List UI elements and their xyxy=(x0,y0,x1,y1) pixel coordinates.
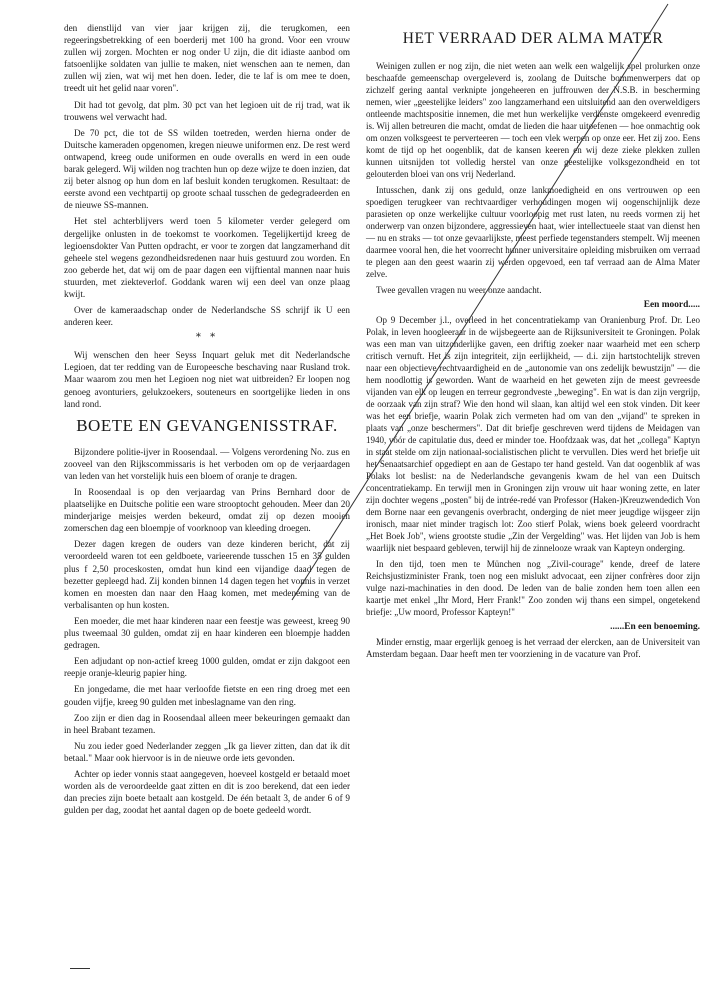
paragraph: Dezer dagen kregen de ouders van deze kinderen bericht, dat zij veroordeeld waren tot een geldboete, varieerende tusschen 15 en 35 gulden plus f 2,50 proceskosten, omdat hun kind een vijandige daad tegen de bezetter gepleegd had. Zij konden binnen 14 dagen tegen het vonnis in verzet komen en moesten dan naar den Haag komen, met medeneming van de verbalisanten op hun kosten. xyxy=(64,539,350,610)
paragraph: Minder ernstig, maar ergerlijk genoeg is het verraad der elercken, aan de Universiteit van Amsterdam begaan. Daar heeft men ter voorziening in de vacature van Prof. xyxy=(366,637,700,659)
paragraph: Over de kameraadschap onder de Nederlandsche SS schrijf ik U een anderen keer. xyxy=(64,305,350,328)
subheading: Een moord..... xyxy=(643,300,700,310)
paragraph: Dit had tot gevolg, dat plm. 30 pct van het legioen uit de rij trad, wat ik trouwens wel verwacht had. xyxy=(64,99,350,122)
paragraph: In den tijd, toen men te München nog „Zivil-courage" kende, dreef de latere Reichsjustizminister Frank, toen nog een mislukt advocaat, een zijner confrères door zijn vulge nazi-machinaties in den dood. De leden van de balie zonden hem toen allen een kaartje met enkel „Ihr Mord, Herr Frank!" Zoo zonden wij thans een simpel, ongetekend briefje: „Uw moord, Professor Kapteyn!" xyxy=(366,559,700,617)
section-separator: * * xyxy=(195,332,219,344)
paragraph: Een moeder, die met haar kinderen naar een feestje was geweest, kreeg 90 plus tweemaal 30 gulden, omdat zij en haar kinderen een bloempje hadden gedragen. xyxy=(64,615,350,651)
paragraph: Intusschen, dank zij ons geduld, onze lankmoedigheid en ons vertrouwen op een spoedigen terugkeer van rechtvaardiger verhoudingen mogen wij oogenschijnlijk deze parasieten op onze werkelijke cultuur voorloopig met rust laten, nu reeds vormen zij het onderwerp van onzen bijzondere, aggressieven haat, wier intellectueele staat van dienst hen — nu en straks — tot onze gevaarlijkste, meest perfiede tegenstanders stempelt. Wij meenen daarmee vooral hen, die het voorrecht hunner universitaire opleiding misbruiken om verraad te plegen aan den geest waarin zij werden opgevoed, een taf verraad aan de Alma Mater zelve. xyxy=(366,185,700,279)
crease-line xyxy=(292,4,668,600)
paragraph: In Roosendaal is op den verjaardag van Prins Bernhard door de plaatselijke en Duitsche politie een ware strooptocht gehouden. Meer dan 20 minderjarige meisjes werden bekeurd, omdat zij op dezen mooien zomerschen dag een bloempje of voorknoop van kleeding droegen. xyxy=(64,487,350,534)
article-heading: BOETE EN GEVANGENISSTRAF. xyxy=(76,415,338,435)
paragraph: den dienstlijd van vier jaar krijgen zij, die terugkomen, een regeeringsbetrekking of een boerderij met 100 ha grond. Voor een vrouw zullen wij zorgen. Mochten er nog onder U zijn, die dit idiaste aanbod om fatsoenlijke soldaten van jullie te maken, niet wenschen aan te nemen, dan zullen wij zien, wat wij met hen doen. Ieder, die te laf is om mee te doen, treedt uit het gelid naar voren". xyxy=(64,23,350,94)
paragraph: De 70 pct, die tot de SS wilden toetreden, werden hierna onder de Duitsche kameraden opgenomen, kregen nieuwe uniformen enz. De rest werd ontwapend, kreeg oude uniformen en oude overalls en werd in een oude barak gelegerd. Wij wilden nog trachten hun op deze wijze te doen inzien, dat zij beter alsnog op hun dom en laf besluit konden terugkomen. Resultaat: de eerste avond een vechtpartij op groote schaal tusschen de gedegradeerden en de nieuwe SS-mannen. xyxy=(64,127,350,211)
article-heading: HET VERRAAD DER ALMA MATER xyxy=(402,30,664,47)
paragraph: Een adjudant op non-actief kreeg 1000 gulden, omdat er zijn dakgoot een reepje oranje-kleurig papier hing. xyxy=(64,656,350,679)
margin-mark xyxy=(70,968,90,969)
paragraph: Weinigen zullen er nog zijn, die niet weten aan welk een walgelijk spel prolurken onze beschaafde gemeenschap overgeleverd is, zoolang de Duitsche bommenwerpers dat op zichzelf gering aantal verknipte jongeheeren en juffrouwen der N.S.B. in bescherming nemen, wier „geestelijke leiders" zoo langzamerhand een uitsluitend aan den overweldigers ontleende machtspositie innemen, die met hun werkelijke verdienste omgekeerd evenredig is. Wij allen betreuren die macht, omdat de lieden die haar uitoefenen — hoe onmachtig ook om onzen volksgeest te perverteeren — toch een vlek werpen op onze eer. Het zij zoo. Eens komt de tijd op het oogenblik, dat de kansen keeren en wij deze zieke plekken zullen kunnen uitsnijden tot volledig herstel van onze geestelijke volksgezondheid en tot gelouterden bloei van ons vrij Nederland. xyxy=(366,61,700,179)
paragraph: Op 9 December j.l., overleed in het concentratiekamp van Oranienburg Prof. Dr. Leo Polak, in leven hoogleeraar in de wijsbegeerte aan de Rijksuniversiteit te Groningen. Polak was een man van uitzonderlijke gaven, een driftig zoeker naar waarheid met een scherp critisch vernuft. Het is zijn integriteit, zijn eerlijkheid, — d.i. zijn hartstochtelijk streven naar een objectieve rechtvaardigheid en de „autonomie van ons zedelijk bewustzijn" — die hem noodlottig is geworden. Want de waarheid en het geweten zijn de meest gevreesde vijanden van elk op leugen en terreur gegrondveste „beweging". En wat is dan zijn vergrijp, de oorzaak van zijn straf? Wie den hond wil slaan, kan altijd wel een stok vinden. Dit keer was het een briefje, waarin Polak zich vermeten had om van den „vijand" te spreken in plaats van „onze beschermers". Dat dit briefje geschreven werd tijdens de Meidagen van 1940, vóór de capitulatie dus, deed er minder toe. Hoofdzaak was, dat het „collega" Kaptyn in staat stelde om zijn nationaal-socialistischen plicht te vervullen. Dies werd het briefje uit het Senaatsarchief opgediept en aan de Gestapo ter hand gesteld. Van dat oogenblik af was Polaks lot beslist: na de Nederlandsche gevangenis kwam de hel van een Duitsch concentratiekamp. En terwijl men in Groningen zijn vrouw uit haar woning zette, en later zijn dochter wegens „posten" bij de intrée-redé van Professor (Haken-)Kreuzwendedich Von dem Borne naar een gevangenis overbracht, onderging de niet meer jeugdige wijsgeer zijn ironisch, maar niet minder tragisch lot: Zoo stierf Polak, wiens boek geleerd voordracht „Het Boek Job", wiens grootste studie „Zin der Vergelding" was. Het lijden van Job is hem waarlijk niet bespaard gebleven, terwijl hij de zinnelooze wraak van Kapteyn onderging. xyxy=(366,315,700,553)
paragraph: Het stel achterblijvers werd toen 5 kilometer verder gelegerd om dergelijke onlusten in de toekomst te voorkomen. Tegelijkertijd kreeg de legioensdokter Van Putten opdracht, er voor te zorgen dat langzamerhand dit geheele stel wegens gezondheidsredenen naar huis gestuurd zou worden. En zoo geberde het, dat wij om de paar dagen een vijftiental mannen naar huis stuurden, met ziekteverlof. Goddank waren wij een deel van onze plaag kwijt. xyxy=(64,216,350,299)
subheading: ......En een benoeming. xyxy=(610,622,700,632)
paragraph: Twee gevallen vragen nu weer onze aandacht. xyxy=(376,285,542,295)
paragraph: Zoo zijn er dien dag in Roosendaal alleen meer bekeuringen gemaakt dan in heel Brabant tezamen. xyxy=(64,712,350,735)
paragraph: Bijzondere politie-ijver in Roosendaal. — Volgens verordening No. zus en zooveel van den Rijkscommissaris is het verboden om op de verjaardagen van leden van het vorstelijk huis een bloem of oranje te dragen. xyxy=(64,446,350,481)
paragraph: Achter op ieder vonnis staat aangegeven, hoeveel kostgeld er betaald moet worden als de veroordeelde gaat zitten en dit is zoo berekend, dat een ieder dan precies zijn boete betaalt aan kostgeld. De één betaalt 3, de ander 6 of 9 gulden per dag, zoodat het aantal dagen op de boete gedeeld wordt. xyxy=(64,768,350,816)
paragraph: Wij wenschen den heer Seyss Inquart geluk met dit Nederlandsche Legioen, dat ter redding van de Europeesche beschaving naar Rusland trok. Maar waarom zou men het Legioen nog niet wat uitbreiden? Er loopen nog genoeg avonturiers, gelukzoekers, souteneurs en soortgelijke lieden in ons land rond. xyxy=(64,350,350,409)
paragraph: Nu zou ieder goed Nederlander zeggen „Ik ga liever zitten, dan dat ik dit betaal." Maar ook hiervoor is in de nieuwe orde iets gevonden. xyxy=(64,740,350,763)
paragraph: En jongedame, die met haar verloofde fietste en een ring droeg met een gouden vijfje, kreeg 90 gulden met inbeslagname van den ring. xyxy=(64,684,350,707)
